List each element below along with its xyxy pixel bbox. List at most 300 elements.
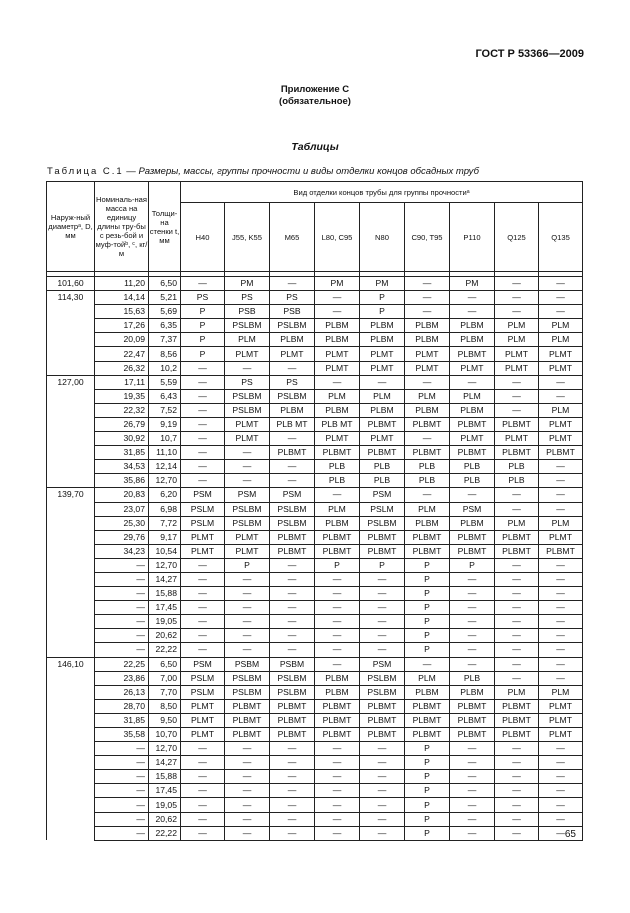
cell-diameter <box>47 361 95 375</box>
table-row <box>47 417 583 431</box>
cell-finish: PLM <box>495 333 539 347</box>
cell-finish: PLBM <box>360 319 405 333</box>
cell-finish: PLMT <box>539 417 583 431</box>
cell-finish: — <box>495 291 539 305</box>
cell-finish: PLMT <box>495 432 539 446</box>
cell-finish: PS <box>225 291 270 305</box>
cell-finish: — <box>495 572 539 586</box>
cell-finish: — <box>181 389 225 403</box>
table-row <box>47 798 583 812</box>
cell-wall: 12,14 <box>149 460 181 474</box>
cell-finish: PLBMT <box>539 446 583 460</box>
cell-finish: PLBM <box>315 403 360 417</box>
table-row <box>47 502 583 516</box>
cell-finish: — <box>405 277 450 291</box>
cell-finish: — <box>495 756 539 770</box>
cell-diameter <box>47 460 95 474</box>
header-grade: Q125 <box>495 203 539 272</box>
cell-finish: — <box>315 798 360 812</box>
cell-finish: PLBMT <box>405 417 450 431</box>
cell-finish: PLBM <box>405 333 450 347</box>
cell-finish: PLM <box>539 516 583 530</box>
cell-finish: PLB MT <box>315 417 360 431</box>
cell-finish: — <box>181 826 225 840</box>
cell-finish: PLMT <box>539 530 583 544</box>
cell-finish: PLBMT <box>225 699 270 713</box>
cell-finish: PLMT <box>539 347 583 361</box>
cell-finish: — <box>539 798 583 812</box>
cell-finish: PSLBM <box>270 319 315 333</box>
cell-finish: — <box>360 572 405 586</box>
cell-finish: — <box>405 291 450 305</box>
table-row <box>47 657 583 671</box>
cell-wall: 22,22 <box>149 826 181 840</box>
cell-finish: PLB <box>495 460 539 474</box>
cell-finish: — <box>315 601 360 615</box>
cell-diameter <box>47 615 95 629</box>
appendix-status: (обязательное) <box>279 96 351 107</box>
cell-mass: — <box>95 756 149 770</box>
header-grade: C90, T95 <box>405 203 450 272</box>
table-row <box>47 770 583 784</box>
cell-finish: PSLBM <box>225 685 270 699</box>
cell-finish: P <box>405 812 450 826</box>
cell-finish: PLMT <box>315 432 360 446</box>
cell-finish: PLBMT <box>495 530 539 544</box>
cell-finish: PLMT <box>270 347 315 361</box>
header-grade: P110 <box>450 203 495 272</box>
cell-finish: PLBMT <box>315 728 360 742</box>
table-row <box>47 784 583 798</box>
cell-finish: PLBMT <box>450 728 495 742</box>
cell-finish: PS <box>270 375 315 389</box>
cell-diameter <box>47 643 95 657</box>
cell-finish: PLM <box>539 333 583 347</box>
cell-finish: — <box>495 502 539 516</box>
cell-diameter <box>47 446 95 460</box>
cell-finish: — <box>495 558 539 572</box>
cell-mass: 20,09 <box>95 333 149 347</box>
cell-finish: PLBMT <box>315 446 360 460</box>
cell-finish: PSLBM <box>360 671 405 685</box>
cell-finish: — <box>181 615 225 629</box>
cell-finish: P <box>405 601 450 615</box>
cell-finish: PLBMT <box>495 544 539 558</box>
cell-finish: — <box>225 826 270 840</box>
cell-finish: PSLBM <box>225 516 270 530</box>
cell-finish: PLBM <box>270 333 315 347</box>
cell-diameter <box>47 826 95 840</box>
cell-finish: PLBMT <box>539 544 583 558</box>
cell-finish: PS <box>270 291 315 305</box>
cell-finish: — <box>539 742 583 756</box>
cell-finish: PLM <box>539 319 583 333</box>
cell-finish: P <box>405 572 450 586</box>
cell-finish: — <box>181 361 225 375</box>
cell-finish: PLM <box>495 685 539 699</box>
cell-mass: 17,26 <box>95 319 149 333</box>
table-row <box>47 333 583 347</box>
cell-finish: — <box>539 277 583 291</box>
cell-finish: PLBMT <box>450 417 495 431</box>
cell-wall: 5,21 <box>149 291 181 305</box>
cell-finish: — <box>315 784 360 798</box>
cell-finish: — <box>495 643 539 657</box>
cell-finish: — <box>495 742 539 756</box>
cell-finish: PLBMT <box>360 699 405 713</box>
cell-wall: 7,00 <box>149 671 181 685</box>
cell-wall: 9,19 <box>149 417 181 431</box>
cell-finish: PLBM <box>315 671 360 685</box>
cell-finish: PM <box>315 277 360 291</box>
cell-finish: PLB <box>360 460 405 474</box>
cell-diameter: 127,00 <box>47 375 95 389</box>
cell-mass: 22,47 <box>95 347 149 361</box>
cell-finish: PLBM <box>450 516 495 530</box>
cell-finish: PSM <box>360 657 405 671</box>
cell-finish: — <box>539 629 583 643</box>
cell-finish: PM <box>225 277 270 291</box>
cell-finish: PLM <box>405 502 450 516</box>
cell-mass: 25,30 <box>95 516 149 530</box>
cell-finish: — <box>360 812 405 826</box>
cell-finish: P <box>450 558 495 572</box>
cell-mass: 28,70 <box>95 699 149 713</box>
table-caption-label: Таблица С.1 <box>47 166 124 177</box>
cell-finish: PLBMT <box>360 446 405 460</box>
cell-finish: PLBMT <box>270 728 315 742</box>
cell-finish: PSLBM <box>270 685 315 699</box>
cell-finish: PSLBM <box>225 671 270 685</box>
cell-wall: 10,7 <box>149 432 181 446</box>
cell-finish: PSLBM <box>225 502 270 516</box>
cell-finish: — <box>270 587 315 601</box>
cell-mass: 34,23 <box>95 544 149 558</box>
cell-finish: PSLM <box>360 502 405 516</box>
cell-finish: — <box>225 812 270 826</box>
cell-diameter <box>47 770 95 784</box>
table-row <box>47 277 583 291</box>
cell-finish: — <box>450 587 495 601</box>
cell-finish: PLBMT <box>270 544 315 558</box>
cell-finish: — <box>405 432 450 446</box>
cell-finish: — <box>495 657 539 671</box>
cell-finish: PSLBM <box>270 671 315 685</box>
cell-mass: 23,07 <box>95 502 149 516</box>
cell-finish: PSLM <box>181 685 225 699</box>
cell-mass: 22,25 <box>95 657 149 671</box>
cell-finish: — <box>539 291 583 305</box>
cell-finish: P <box>405 798 450 812</box>
table-row <box>47 432 583 446</box>
cell-diameter <box>47 417 95 431</box>
cell-finish: — <box>270 277 315 291</box>
cell-wall: 14,27 <box>149 756 181 770</box>
cell-diameter <box>47 333 95 347</box>
cell-mass: 14,14 <box>95 291 149 305</box>
header-grade: J55, K55 <box>225 203 270 272</box>
cell-diameter <box>47 742 95 756</box>
cell-finish: — <box>315 291 360 305</box>
cell-finish: PLBMT <box>450 530 495 544</box>
cell-finish: — <box>450 798 495 812</box>
cell-finish: — <box>181 784 225 798</box>
cell-finish: — <box>539 474 583 488</box>
cell-wall: 10,54 <box>149 544 181 558</box>
cell-finish: PLBMT <box>360 530 405 544</box>
cell-finish: PSLBM <box>270 516 315 530</box>
header-grade: N80 <box>360 203 405 272</box>
cell-finish: — <box>181 403 225 417</box>
cell-mass: 31,85 <box>95 713 149 727</box>
cell-finish: PLMT <box>181 544 225 558</box>
cell-finish: P <box>405 587 450 601</box>
cell-finish: — <box>495 615 539 629</box>
cell-wall: 12,70 <box>149 474 181 488</box>
cell-finish: — <box>450 784 495 798</box>
table-row <box>47 319 583 333</box>
cell-finish: PLBM <box>315 319 360 333</box>
table-row <box>47 713 583 727</box>
cell-finish: PLBM <box>360 333 405 347</box>
cell-finish: PLM <box>539 403 583 417</box>
cell-finish: — <box>405 305 450 319</box>
cell-diameter <box>47 572 95 586</box>
cell-finish: — <box>315 587 360 601</box>
cell-finish: — <box>181 742 225 756</box>
cell-finish: P <box>405 770 450 784</box>
cell-finish: — <box>181 587 225 601</box>
cell-finish: P <box>181 319 225 333</box>
section-title: Таблицы <box>291 141 339 153</box>
table-row <box>47 643 583 657</box>
cell-finish: — <box>360 742 405 756</box>
cell-finish: — <box>495 601 539 615</box>
cell-finish: — <box>270 798 315 812</box>
table-row <box>47 572 583 586</box>
cell-finish: — <box>270 361 315 375</box>
cell-finish: PLM <box>450 389 495 403</box>
cell-finish: — <box>450 629 495 643</box>
cell-diameter: 146,10 <box>47 657 95 671</box>
cell-finish: — <box>270 770 315 784</box>
header-grade: Q135 <box>539 203 583 272</box>
cell-finish: PLBMT <box>450 544 495 558</box>
cell-finish: PLMT <box>315 347 360 361</box>
cell-finish: PLMT <box>181 530 225 544</box>
cell-finish: — <box>315 756 360 770</box>
cell-finish: PLBMT <box>495 713 539 727</box>
cell-finish: — <box>181 277 225 291</box>
cell-finish: PLMT <box>360 347 405 361</box>
cell-finish: PLMT <box>539 432 583 446</box>
cell-finish: — <box>181 432 225 446</box>
cell-mass: — <box>95 798 149 812</box>
table-row <box>47 756 583 770</box>
cell-finish: PSLBM <box>270 502 315 516</box>
table-row <box>47 685 583 699</box>
cell-wall: 7,52 <box>149 403 181 417</box>
cell-diameter: 114,30 <box>47 291 95 305</box>
cell-finish: — <box>270 615 315 629</box>
cell-finish: — <box>450 826 495 840</box>
cell-wall: 5,59 <box>149 375 181 389</box>
cell-finish: — <box>450 305 495 319</box>
cell-finish: PS <box>181 291 225 305</box>
cell-finish: PLB <box>405 460 450 474</box>
cell-finish: — <box>225 756 270 770</box>
table-row <box>47 474 583 488</box>
cell-finish: PLBMT <box>225 728 270 742</box>
cell-finish: P <box>181 333 225 347</box>
cell-diameter <box>47 474 95 488</box>
cell-finish: — <box>270 629 315 643</box>
cell-finish: PLMT <box>181 728 225 742</box>
cell-finish: PLBMT <box>315 713 360 727</box>
cell-finish: — <box>225 784 270 798</box>
cell-mass: 34,53 <box>95 460 149 474</box>
cell-finish: PLB <box>360 474 405 488</box>
cell-finish: P <box>315 558 360 572</box>
cell-finish: — <box>539 502 583 516</box>
table-row <box>47 601 583 615</box>
cell-finish: PLMT <box>360 432 405 446</box>
cell-finish: PSM <box>181 657 225 671</box>
cell-finish: PLMT <box>539 699 583 713</box>
cell-finish: P <box>405 756 450 770</box>
cell-mass: 35,58 <box>95 728 149 742</box>
cell-finish: — <box>270 784 315 798</box>
table-row <box>47 375 583 389</box>
cell-wall: 6,98 <box>149 502 181 516</box>
cell-finish: PLM <box>495 516 539 530</box>
cell-wall: 7,37 <box>149 333 181 347</box>
cell-finish: — <box>360 615 405 629</box>
cell-finish: PLMT <box>181 699 225 713</box>
cell-finish: PLBMT <box>270 699 315 713</box>
cell-diameter <box>47 798 95 812</box>
cell-wall: 9,50 <box>149 713 181 727</box>
cell-finish: — <box>270 742 315 756</box>
cell-finish: PLMT <box>225 432 270 446</box>
cell-finish: P <box>405 742 450 756</box>
cell-finish: — <box>225 601 270 615</box>
cell-wall: 11,10 <box>149 446 181 460</box>
cell-finish: P <box>405 784 450 798</box>
cell-finish: — <box>181 601 225 615</box>
cell-finish: — <box>181 643 225 657</box>
cell-diameter <box>47 516 95 530</box>
cell-finish: PLBMT <box>495 446 539 460</box>
cell-finish: — <box>539 375 583 389</box>
cell-finish: PLBM <box>405 516 450 530</box>
cell-finish: — <box>539 784 583 798</box>
cell-finish: PSLM <box>181 671 225 685</box>
cell-finish: — <box>181 798 225 812</box>
cell-diameter: 101,60 <box>47 277 95 291</box>
cell-finish: P <box>360 305 405 319</box>
cell-finish: — <box>225 629 270 643</box>
cell-finish: PLMT <box>405 361 450 375</box>
cell-finish: — <box>315 812 360 826</box>
cell-finish: — <box>270 558 315 572</box>
cell-finish: PLMT <box>225 417 270 431</box>
cell-mass: 26,32 <box>95 361 149 375</box>
cell-finish: PSLM <box>181 516 225 530</box>
cell-finish: — <box>315 742 360 756</box>
cell-finish: P <box>405 826 450 840</box>
cell-finish: PLBMT <box>495 699 539 713</box>
table-row <box>47 826 583 840</box>
cell-finish: — <box>450 812 495 826</box>
cell-finish: — <box>539 770 583 784</box>
cell-finish: PLBMT <box>270 530 315 544</box>
table-row <box>47 291 583 305</box>
cell-finish: — <box>315 488 360 502</box>
cell-finish: — <box>450 291 495 305</box>
cell-finish: — <box>495 488 539 502</box>
cell-finish: PLBMT <box>270 713 315 727</box>
cell-diameter <box>47 812 95 826</box>
cell-finish: — <box>539 460 583 474</box>
cell-finish: PLBMT <box>360 544 405 558</box>
cell-mass: 26,79 <box>95 417 149 431</box>
cell-wall: 9,17 <box>149 530 181 544</box>
cell-finish: — <box>539 587 583 601</box>
cell-finish: — <box>225 643 270 657</box>
table-row <box>47 403 583 417</box>
header-mass: Номиналь-ная масса на единицу длины тру-бы с резь-бой и муф-тойᵇ, ᶜ, кг/м <box>95 182 149 272</box>
cell-finish: PLB <box>495 474 539 488</box>
cell-wall: 7,72 <box>149 516 181 530</box>
cell-finish: P <box>181 347 225 361</box>
cell-wall: 6,50 <box>149 277 181 291</box>
cell-wall: 10,70 <box>149 728 181 742</box>
cell-finish: — <box>360 798 405 812</box>
table-row <box>47 558 583 572</box>
cell-finish: PLMT <box>450 361 495 375</box>
cell-finish: — <box>181 558 225 572</box>
cell-finish: — <box>450 770 495 784</box>
table-row <box>47 728 583 742</box>
cell-finish: PLMT <box>225 347 270 361</box>
cell-finish: — <box>405 375 450 389</box>
cell-finish: PLB <box>450 460 495 474</box>
cell-wall: 22,22 <box>149 643 181 657</box>
cell-finish: — <box>539 389 583 403</box>
table-row <box>47 488 583 502</box>
header-wall: Толщи-на стенки t, мм <box>149 182 181 272</box>
cell-finish: — <box>495 277 539 291</box>
cell-finish: — <box>539 305 583 319</box>
cell-finish: P <box>360 291 405 305</box>
cell-finish: — <box>181 812 225 826</box>
cell-mass: — <box>95 770 149 784</box>
cell-mass: 22,32 <box>95 403 149 417</box>
cell-finish: P <box>181 305 225 319</box>
cell-wall: 20,62 <box>149 629 181 643</box>
cell-finish: PLBM <box>450 333 495 347</box>
cell-mass: 30,92 <box>95 432 149 446</box>
cell-finish: PLBM <box>270 403 315 417</box>
cell-finish: PLBM <box>405 319 450 333</box>
cell-finish: PLM <box>315 389 360 403</box>
cell-finish: — <box>539 643 583 657</box>
cell-finish: PLBMT <box>360 417 405 431</box>
cell-finish: PLM <box>315 502 360 516</box>
cell-diameter <box>47 685 95 699</box>
cell-finish: PLBMT <box>450 713 495 727</box>
